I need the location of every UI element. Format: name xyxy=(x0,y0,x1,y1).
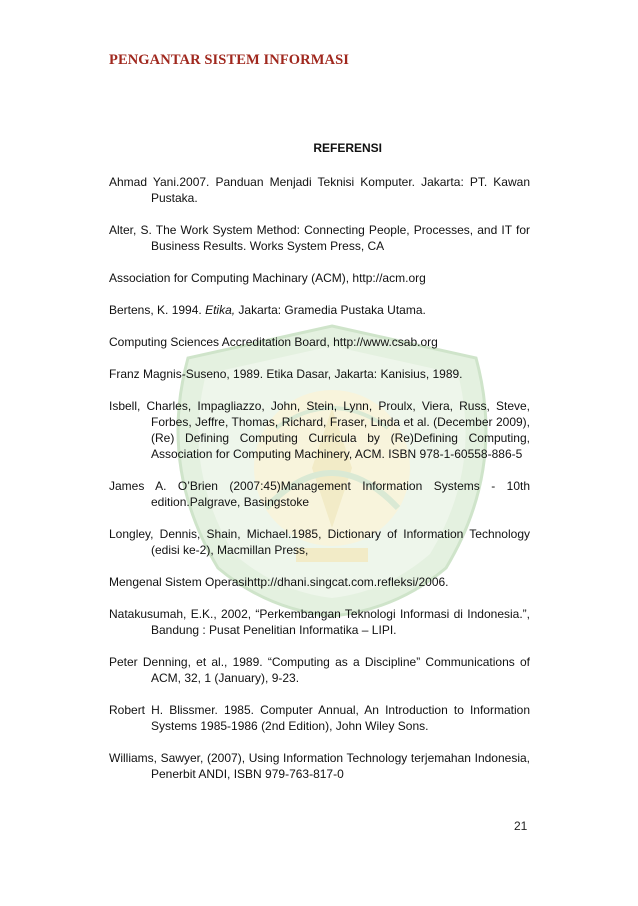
reference-entry: Isbell, Charles, Impagliazzo, John, Stein, Lynn, Proulx, Viera, Russ, Steve, Forbes, Jeffre, Thomas, Richard, Fraser, Linda et al. (December 2009), (Re) Defining Computing Curricula by (Re)Defining Computing, Association for Computing Machinery, ACM. ISBN 978-1-60558-886-5 xyxy=(109,399,530,461)
section-title: REFERENSI xyxy=(313,141,382,155)
reference-entry: Computing Sciences Accreditation Board, http://www.csab.org xyxy=(109,335,438,349)
reference-entry: Natakusumah, E.K., 2002, “Perkembangan Teknologi Informasi di Indonesia.”, Bandung : Pusat Penelitian Informatika – LIPI. xyxy=(109,607,530,637)
reference-entry: Franz Magnis-Suseno, 1989. Etika Dasar, Jakarta: Kanisius, 1989. xyxy=(109,367,463,381)
reference-entry: Ahmad Yani.2007. Panduan Menjadi Teknisi Komputer. Jakarta: PT. Kawan Pustaka. xyxy=(109,175,530,205)
reference-entry: Longley, Dennis, Shain, Michael.1985, Dictionary of Information Technology (edisi ke-2), Macmillan Press, xyxy=(109,527,530,557)
reference-entry: Williams, Sawyer, (2007), Using Information Technology terjemahan Indonesia, Penerbit ANDI, ISBN 979-763-817-0 xyxy=(109,751,530,781)
reference-entry: James A. O’Brien (2007:45)Management Information Systems - 10th edition.Palgrave, Basingstoke xyxy=(109,479,530,509)
reference-entry: Peter Denning, et al., 1989. “Computing as a Discipline” Communications of ACM, 32, 1 (January), 9-23. xyxy=(109,655,530,685)
reference-text: Jakarta: Gramedia Pustaka Utama. xyxy=(235,303,426,317)
reference-entry: Mengenal Sistem Operasihttp://dhani.singcat.com.refleksi/2006. xyxy=(109,575,449,589)
reference-entry: Association for Computing Machinary (ACM), http://acm.org xyxy=(109,271,426,285)
reference-entry: Robert H. Blissmer. 1985. Computer Annual, An Introduction to Information Systems 1985-1986 (2nd Edition), John Wiley Sons. xyxy=(109,703,530,733)
reference-entry: Alter, S. The Work System Method: Connecting People, Processes, and IT for Business Results. Works System Press, CA xyxy=(109,223,530,253)
reference-entry xyxy=(109,302,530,318)
page-body xyxy=(109,140,530,798)
page-number: 21 xyxy=(514,819,528,833)
running-header: PENGANTAR SISTEM INFORMASI xyxy=(109,52,349,68)
reference-italic-title: Etika, xyxy=(205,303,236,317)
reference-text: Bertens, K. 1994. xyxy=(109,303,206,317)
